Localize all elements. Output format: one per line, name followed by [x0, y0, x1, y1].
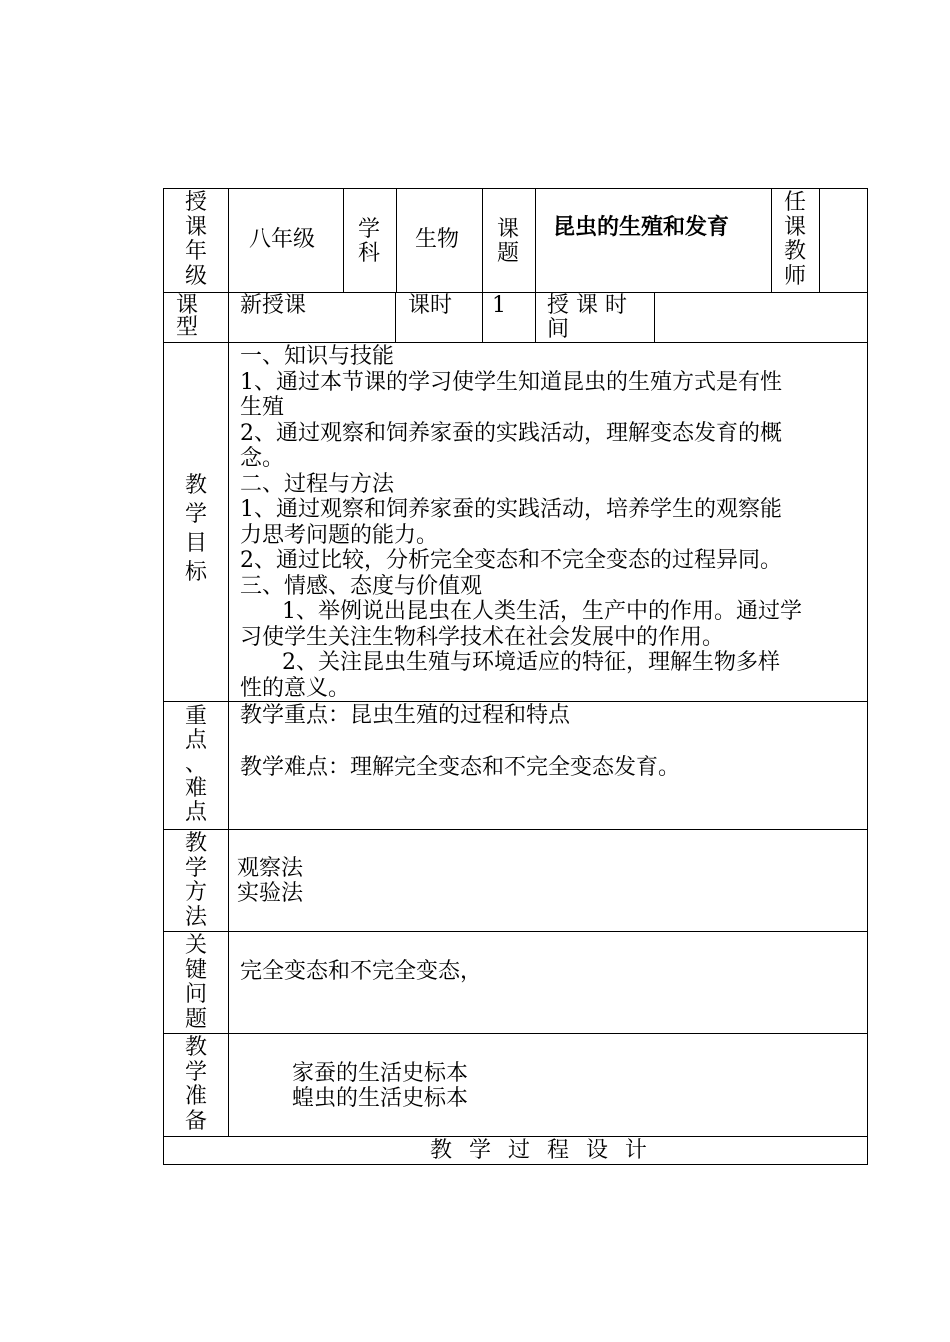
table-border — [163, 188, 164, 1165]
objective-line: 习使学生关注生物科学技术在社会发展中的作用。 — [240, 624, 725, 650]
method-observation: 观察法 — [237, 856, 304, 881]
preparation-item: 蝗虫的生活史标本 — [292, 1086, 469, 1111]
topic-label: 课 题 — [496, 217, 519, 266]
col-divider — [228, 188, 229, 1136]
method-experiment: 实验法 — [237, 881, 304, 906]
process-design-title: 教 学 过 程 设 计 — [430, 1138, 648, 1163]
objective-line: 念。 — [240, 446, 285, 471]
objective-line: 生殖 — [240, 395, 285, 420]
teacher-label: 任 课 教 师 — [783, 190, 806, 289]
col-divider — [343, 188, 344, 292]
time-label-cont: 间 — [547, 317, 570, 342]
period-value: 1 — [492, 293, 506, 318]
objective-line: 2、通过比较，分析完全变态和不完全变态的过程异同。 — [240, 548, 782, 573]
objective-line: 2、通过观察和饲养家蚕的实践活动，理解变态发育的概 — [240, 420, 782, 446]
objective-line: 2、关注昆虫生殖与环境适应的特征，理解生物多样 — [240, 650, 780, 675]
objective-line: 三、情感、态度与价值观 — [240, 573, 483, 599]
difficulty-text: 教学难点：理解完全变态和不完全变态发育。 — [240, 755, 681, 780]
row-divider — [163, 342, 868, 343]
subject-label: 学 科 — [357, 217, 380, 266]
key-questions-label: 关 键 问 题 — [184, 933, 207, 1032]
row-divider — [163, 829, 868, 830]
objective-line: 力思考问题的能力。 — [240, 522, 439, 548]
topic-value: 昆虫的生殖和发育 — [553, 215, 730, 240]
row-divider — [163, 1136, 868, 1137]
type-label: 课 型 — [175, 293, 198, 340]
col-divider — [395, 292, 396, 342]
grade-value: 八年级 — [249, 227, 316, 252]
row-divider — [163, 931, 868, 932]
objective-line: 1、通过本节课的学习使学生知道昆虫的生殖方式是有性 — [240, 369, 782, 395]
objective-line: 1、举例说出昆虫在人类生活，生产中的作用。通过学 — [240, 599, 802, 624]
methods-label: 教 学 方 法 — [184, 831, 207, 930]
key-question-text: 完全变态和不完全变态， — [240, 959, 483, 984]
table-border — [163, 1164, 868, 1165]
col-divider — [482, 292, 483, 342]
col-divider — [396, 188, 397, 292]
objective-line: 一、知识与技能 — [240, 344, 395, 369]
table-border — [163, 188, 868, 189]
col-divider — [819, 188, 820, 292]
preparation-item: 家蚕的生活史标本 — [292, 1061, 469, 1086]
preparation-label: 教 学 准 备 — [184, 1035, 207, 1134]
focus-text: 教学重点：昆虫生殖的过程和特点 — [240, 703, 571, 728]
key-points-label: 重 点 、 难 点 — [184, 704, 207, 825]
subject-value: 生物 — [415, 227, 460, 252]
objective-line: 性的意义。 — [240, 675, 351, 701]
col-divider — [535, 188, 536, 292]
row-divider — [163, 701, 868, 702]
row-divider — [163, 1033, 868, 1034]
table-border — [867, 188, 868, 1165]
objective-line: 1、通过观察和饲养家蚕的实践活动，培养学生的观察能 — [240, 497, 782, 522]
col-divider — [654, 292, 655, 342]
period-label: 课时 — [408, 293, 453, 318]
col-divider — [482, 188, 483, 292]
grade-label: 授 课 年 级 — [184, 190, 207, 289]
type-value: 新授课 — [240, 293, 307, 318]
col-divider — [771, 188, 772, 292]
time-label: 授 课 时 — [547, 293, 627, 318]
col-divider — [535, 292, 536, 342]
objectives-label: 教 学 目 标 — [184, 473, 207, 585]
objective-line: 二、过程与方法 — [240, 471, 395, 497]
